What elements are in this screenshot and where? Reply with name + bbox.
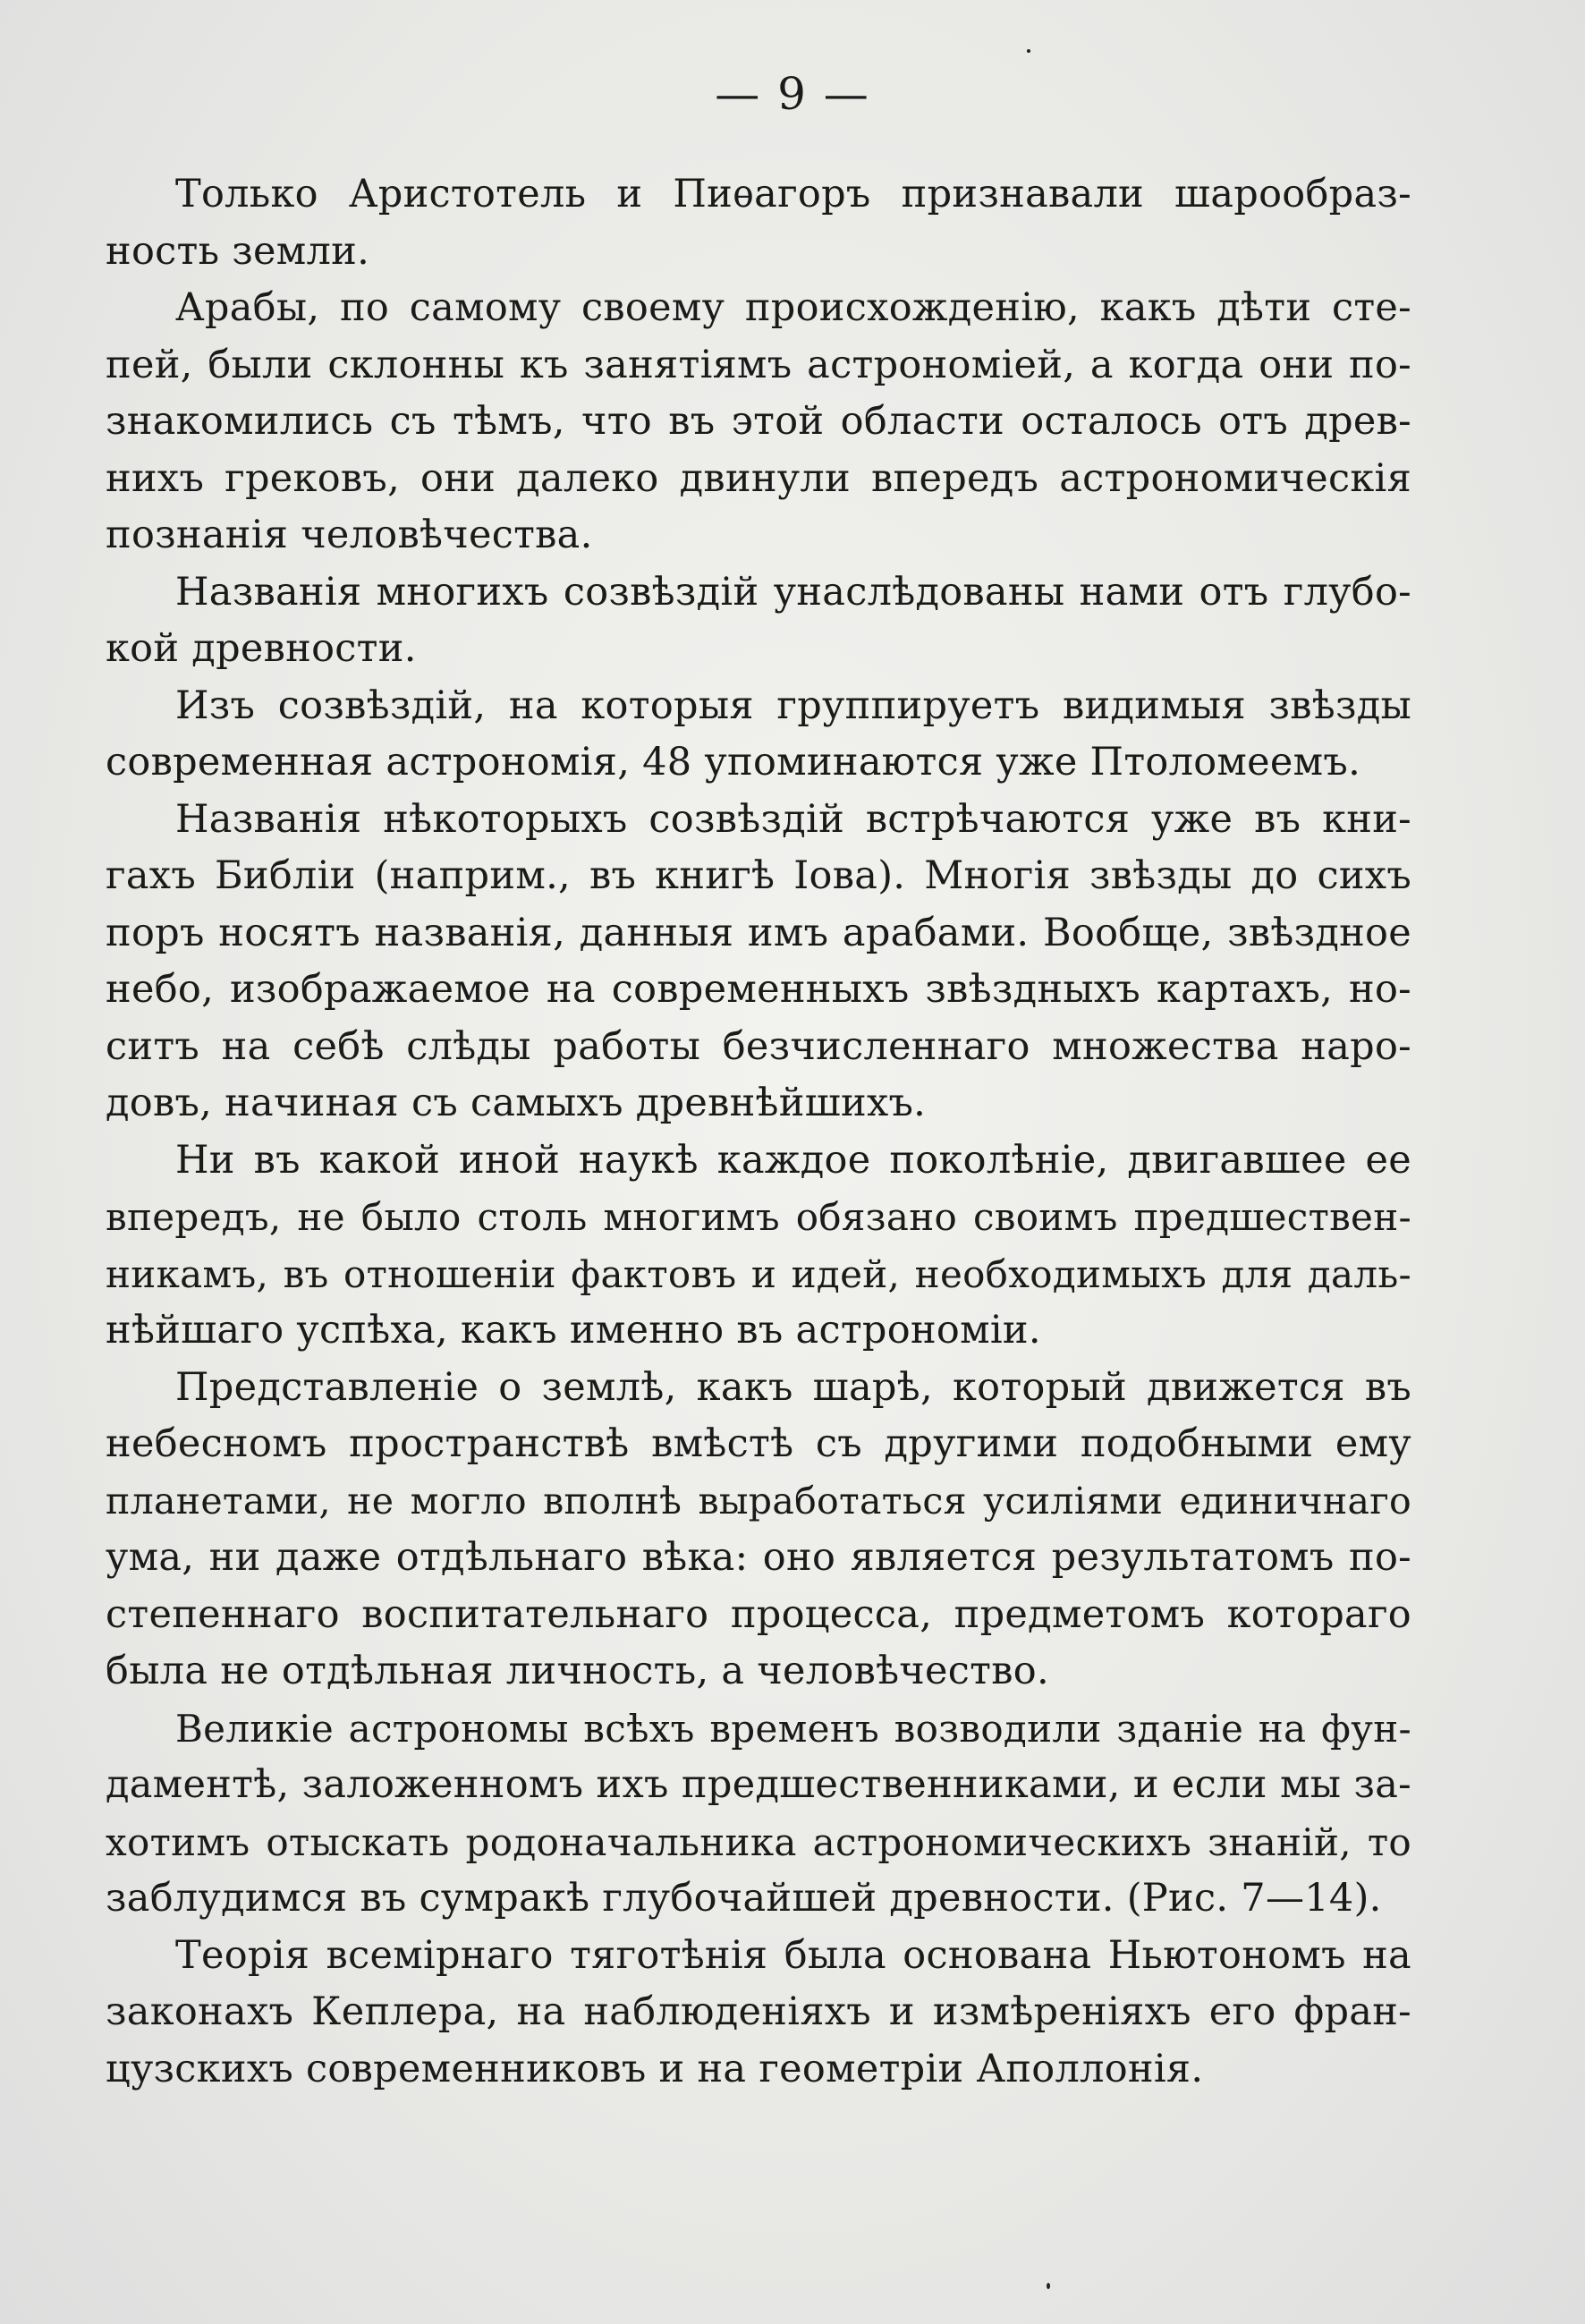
- text-line: Арабы, по самому своему происхожденію, какъ дѣти сте-: [175, 285, 1411, 330]
- text-line: небесномъ пространствѣ вмѣстѣ съ другими подобными ему: [106, 1421, 1411, 1466]
- text-line: планетами, не могло вполнѣ выработаться усиліями единичнаго: [106, 1479, 1411, 1522]
- paragraph: [106, 280, 1411, 564]
- text-line: была не отдѣльная личность, а человѣчество.: [106, 1649, 1049, 1693]
- paragraph: [106, 1701, 1411, 1928]
- text-line: Представленіе о землѣ, какъ шарѣ, который движется въ: [175, 1364, 1411, 1410]
- print-speck: [1027, 49, 1030, 53]
- text-line: Названія многихъ созвѣздій унаслѣдованы нами отъ глубо-: [175, 569, 1411, 615]
- paragraph: [106, 564, 1411, 678]
- text-line: пей, были склонны къ занятіямъ астрономіей, а когда они по-: [106, 342, 1411, 387]
- text-line: кой древности.: [106, 626, 417, 671]
- paragraph: [106, 792, 1411, 1132]
- text-line: поръ носятъ названія, данныя имъ арабами. Вообще, звѣздное: [106, 910, 1411, 955]
- text-line: ума, ни даже отдѣльнаго вѣка: оно является результатомъ по-: [106, 1535, 1411, 1580]
- text-line: Названія нѣкоторыхъ созвѣздій встрѣчаются уже въ кни-: [175, 796, 1411, 842]
- page-number: — 9 —: [715, 68, 870, 120]
- paragraph: [106, 1928, 1411, 2099]
- text-line: Изъ созвѣздій, на которыя группируетъ видимыя звѣзды: [175, 683, 1411, 728]
- paragraph: [106, 1132, 1411, 1360]
- text-line: ситъ на себѣ слѣды работы безчисленнаго множества наро-: [106, 1023, 1411, 1069]
- text-line: ность земли.: [106, 228, 370, 274]
- text-line: довъ, начиная съ самыхъ древнѣйшихъ.: [106, 1081, 927, 1125]
- text-line: Великіе астрономы всѣхъ временъ возводили зданіе на фун-: [175, 1706, 1411, 1751]
- paragraph: [106, 678, 1411, 792]
- text-line: гахъ Библіи (наприм., въ книгѣ Іова). Многія звѣзды до сихъ: [106, 853, 1411, 898]
- text-line: Теорія всемірнаго тяготѣнія была основана Ньютономъ на: [175, 1932, 1411, 1978]
- text-line: впередъ, не было столь многимъ обязано своимъ предшествен-: [106, 1195, 1411, 1239]
- text-line: нихъ грековъ, они далеко двинули впередъ астрономическія: [106, 455, 1411, 501]
- text-line: современная астрономія, 48 упоминаются уже Птоломеемъ.: [106, 740, 1361, 785]
- text-line: познанія человѣчества.: [106, 513, 593, 557]
- paragraph: [106, 1360, 1411, 1701]
- text-line: нѣйшаго успѣха, какъ именно въ астрономіи.: [106, 1308, 1041, 1353]
- text-line: законахъ Кеплера, на наблюденіяхъ и измѣреніяхъ его фран-: [106, 1989, 1411, 2034]
- body-text: [106, 166, 1411, 2098]
- text-line: заблудимся въ сумракѣ глубочайшей древности. (Рис. 7—14).: [106, 1876, 1382, 1921]
- text-line: никамъ, въ отношеніи фактовъ и идей, необходимыхъ для даль-: [106, 1251, 1411, 1296]
- text-line: небо, изображаемое на современныхъ звѣздныхъ картахъ, но-: [106, 967, 1411, 1012]
- text-line: даментѣ, заложенномъ ихъ предшественниками, и если мы за-: [106, 1762, 1411, 1807]
- text-line: степеннаго воспитательнаго процесса, предметомъ котораго: [106, 1591, 1411, 1637]
- paragraph: [106, 166, 1411, 280]
- print-speck: [1047, 2283, 1050, 2289]
- text-line: Только Аристотель и Пиѳагоръ признавали шарообраз-: [175, 172, 1411, 216]
- text-line: знакомились съ тѣмъ, что въ этой области осталось отъ древ-: [106, 399, 1411, 444]
- text-line: Ни въ какой иной наукѣ каждое поколѣніе, двигавшее ее: [175, 1137, 1411, 1183]
- text-line: цузскихъ современниковъ и на геометріи Аполлонія.: [106, 2046, 1204, 2091]
- text-line: хотимъ отыскать родоначальника астрономическихъ знаній, то: [106, 1819, 1411, 1864]
